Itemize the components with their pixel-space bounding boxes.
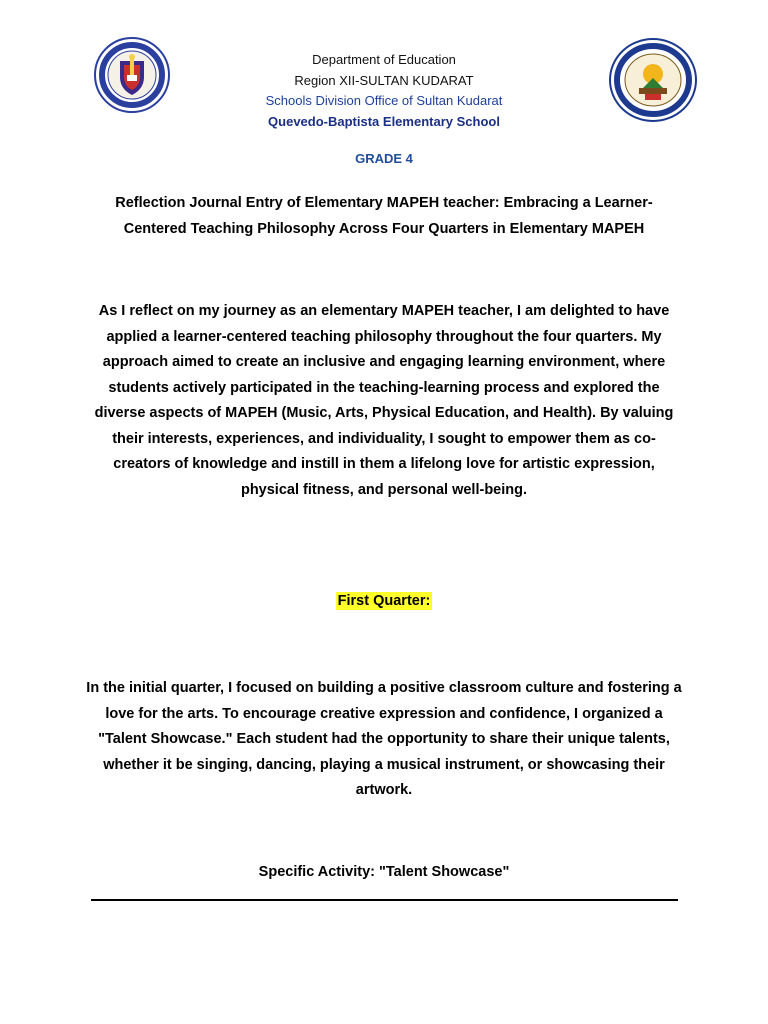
first-quarter-paragraph: In the initial quarter, I focused on building a positive classroom culture and fostering a love for the arts. To encourage creative expression and confidence, I organized a "Talent Showcase." Each student had the opportunity to share their unique talents, whether it be singing, dancing, playing a musical instrument, or showcasing their artwork.: [86, 680, 682, 798]
horizontal-rule: [91, 899, 678, 901]
specific-activity-label: Specific Activity: "Talent Showcase": [258, 864, 510, 880]
grade-label: GRADE 4: [355, 151, 413, 166]
first-quarter-heading: [0, 592, 768, 610]
division-name: Schools Division Office of Sultan Kudarat: [265, 93, 503, 108]
letterhead: [200, 50, 568, 132]
deped-seal-icon: [94, 37, 170, 113]
school-seal-icon: [609, 38, 697, 122]
first-quarter-heading-text: First Quarter:: [337, 593, 431, 609]
school-name: Quevedo-Baptista Elementary School: [268, 113, 500, 129]
department-name: Department of Education: [312, 52, 456, 67]
intro-paragraph: As I reflect on my journey as an elementary MAPEH teacher, I am delighted to have applied a learner-centered teaching philosophy throughout the four quarters. My approach aimed to create an inclusive and engaging learning environment, where students actively participated in the teaching-learning process and explored the diverse aspects of MAPEH (Music, Arts, Physical Education, and Health). By valuing their interests, experiences, and individuality, I sought to empower them as co-creators of knowledge and instill in them a lifelong love for artistic expression, physical fitness, and personal well-being.: [94, 303, 674, 498]
region-name: Region XII-SULTAN KUDARAT: [294, 72, 474, 88]
document-title: Reflection Journal Entry of Elementary MAPEH teacher: Embracing a Learner-Centered Teaching Philosophy Across Four Quarters in Elementary MAPEH: [115, 195, 653, 237]
